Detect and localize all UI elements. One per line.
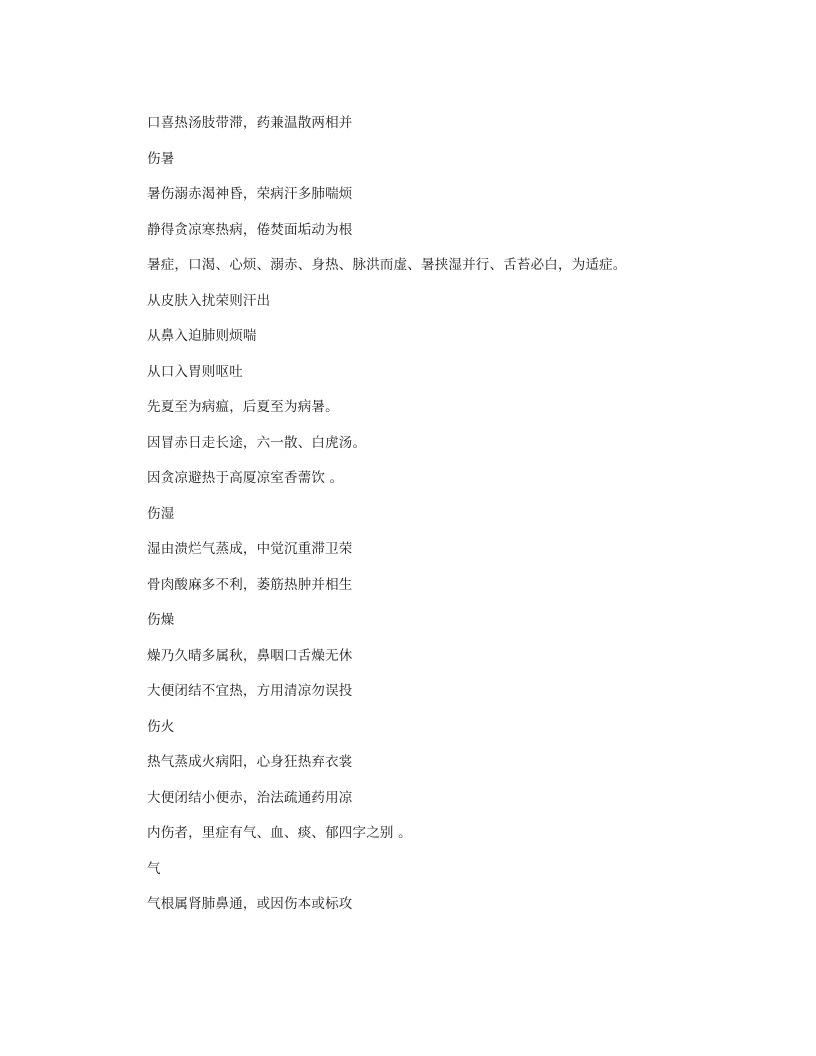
text-line: 静得贪凉寒热病，倦焚面垢动为根 <box>147 221 353 238</box>
section-heading: 气 <box>147 860 161 877</box>
text-line: 因冒赤日走长途，六一散、白虎汤。 <box>147 434 367 451</box>
text-line: 从鼻入迫肺则烦喘 <box>147 328 257 344</box>
section-heading: 伤火 <box>147 718 175 735</box>
text-line: 湿由溃烂气蒸成，中觉沉重滞卫荣 <box>147 541 353 557</box>
text-line: 暑伤溺赤渴神昏，荣病汗多肺喘烦 <box>147 186 353 202</box>
text-line: 从口入胃则呕吐 <box>147 363 243 380</box>
text-line: 燥乃久晴多属秋，鼻咽口舌燥无休 <box>147 647 353 664</box>
text-line: 气根属肾肺鼻通，或因伤本或标攻 <box>147 896 353 912</box>
text-line: 口喜热汤肢带滞，药兼温散两相并 <box>147 115 353 131</box>
text-line: 因贪凉避热于高厦凉室香薷饮 。 <box>147 470 344 486</box>
text-line: 骨肉酸麻多不利，萎筋热肿并相生 <box>147 576 353 593</box>
text-line: 内伤者，里症有气、血、痰、郁四字之别 。 <box>147 825 412 841</box>
text-line: 先夏至为病瘟，后夏至为病暑。 <box>147 399 339 415</box>
text-line: 大便闭结小便赤，治法疏通药用凉 <box>147 789 353 806</box>
text-line: 暑症，口渴、心烦、溺赤、身热、脉洪而虚、暑挟湿并行、舌苔必白，为适症。 <box>147 257 627 273</box>
section-heading: 伤湿 <box>147 505 175 522</box>
section-heading: 伤燥 <box>147 612 175 628</box>
text-line: 大便闭结不宜热，方用清凉勿误投 <box>147 683 353 699</box>
text-line: 从皮肤入扰荣则汗出 <box>147 292 271 309</box>
text-line: 热气蒸成火病阳，心身狂热弃衣裳 <box>147 754 353 770</box>
text-body <box>147 113 787 930</box>
section-heading: 伤暑 <box>147 150 175 167</box>
